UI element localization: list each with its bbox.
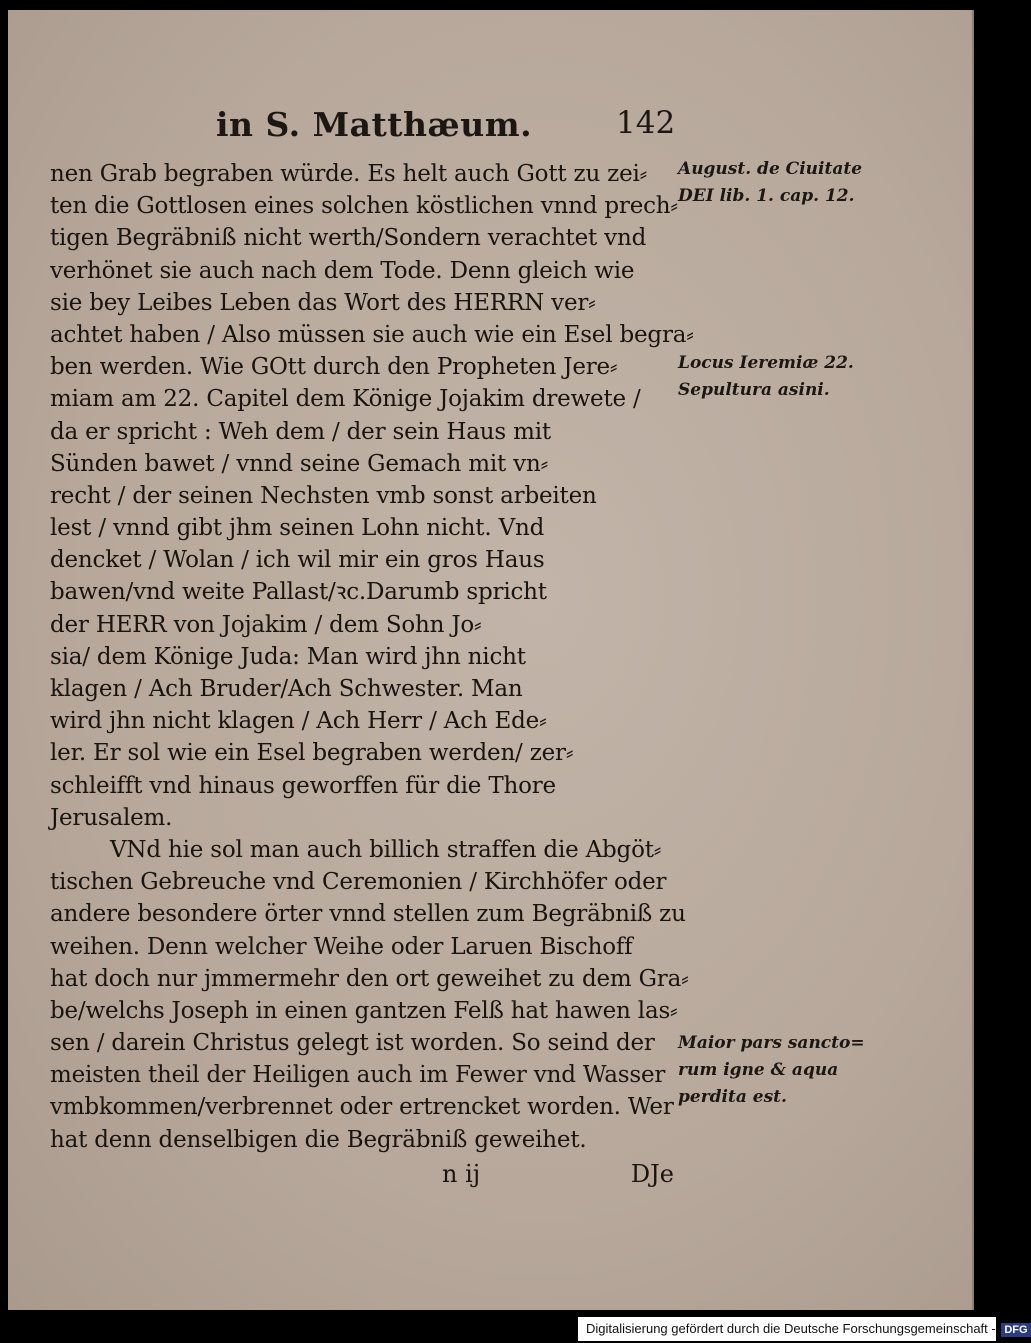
marginal-line: rum igne & aqua: [678, 1060, 839, 1080]
text-line: wird jhn nicht klagen / Ach Herr / Ach Ede⸗: [50, 708, 547, 735]
text-line: bawen/vnd weite Pallast/ꝛc.Darumb spricht: [50, 579, 547, 606]
marginal-line: DEI lib. 1. cap. 12.: [678, 186, 855, 206]
marginal-note-jeremiah: [678, 350, 878, 404]
page-number: 142: [616, 105, 676, 141]
text-line: Sünden bawet / vnnd seine Gemach mit vn⸗: [50, 450, 549, 477]
paragraph-start-line: VNd hie sol man auch billich straffen die Abgöt⸗: [110, 836, 662, 863]
text-line: recht / der seinen Nechsten vmb sonst arbeiten: [50, 482, 597, 509]
text-line: be/welchs Joseph in einen gantzen Felß hat hawen las⸗: [50, 997, 678, 1024]
text-line: ben werden. Wie GOtt durch den Propheten Jere⸗: [50, 354, 618, 381]
text-line: meisten theil der Heiligen auch im Fewer vnd Wasser: [50, 1062, 666, 1089]
text-line: sen / darein Christus gelegt ist worden. So seind der: [50, 1030, 655, 1057]
text-line: weihen. Denn welcher Weihe oder Laruen Bischoff: [50, 933, 633, 960]
signature-mark: n ij: [442, 1160, 481, 1188]
text-line: nen Grab begraben würde. Es helt auch Gott zu zei⸗: [50, 161, 648, 187]
text-line: lest / vnnd gibt jhm seinen Lohn nicht. Vnd: [50, 515, 545, 542]
marginal-line: August. de Ciuitate: [678, 159, 863, 179]
marginal-line: perdita est.: [678, 1087, 787, 1107]
body-text: [50, 158, 694, 1156]
running-title: in S. Matthæum.: [216, 105, 533, 144]
text-line: andere besondere örter vnnd stellen zum Begräbniß zu: [50, 901, 686, 928]
text-line: vmbkommen/verbrennet oder ertrencket worden. Wer: [50, 1094, 674, 1121]
text-line: schleifft vnd hinaus geworffen für die Thore: [50, 772, 556, 799]
text-line: sia/ dem Könige Juda: Man wird jhn nicht: [50, 643, 526, 670]
text-line: miam am 22. Capitel dem Könige Jojakim drewete /: [50, 386, 641, 413]
text-line: hat doch nur jmmermehr den ort geweihet zu dem Gra⸗: [50, 965, 689, 992]
page-header: [8, 105, 972, 155]
text-line: klagen / Ach Bruder/Ach Schwester. Man: [50, 676, 523, 702]
credit-text: Digitalisierung gefördert durch die Deutsche Forschungsgemeinschaft -: [586, 1321, 996, 1336]
page-foot: [50, 1160, 680, 1194]
text-line: sie bey Leibes Leben das Wort des HERRN ver⸗: [50, 289, 596, 316]
marginal-line: Sepultura asini.: [678, 380, 830, 400]
catchword: DJe: [630, 1160, 674, 1188]
text-line: da er spricht : Weh dem / der sein Haus mit: [50, 418, 551, 445]
book-page: [8, 10, 974, 1310]
marginal-line: Locus Ieremiæ 22.: [678, 353, 854, 373]
marginal-note-augustine: [678, 156, 878, 210]
text-line: Jerusalem.: [50, 804, 173, 831]
text-line: tigen Begräbniß nicht werth/Sondern verachtet vnd: [50, 225, 647, 252]
marginal-line: Maior pars sancto=: [678, 1033, 865, 1053]
text-line: ler. Er sol wie ein Esel begraben werden/ zer⸗: [50, 740, 574, 767]
text-line: tischen Gebreuche vnd Ceremonien / Kirchhöfer oder: [50, 869, 667, 896]
text-line: dencket / Wolan / ich wil mir ein gros Haus: [50, 547, 545, 574]
text-line: der HERR von Jojakim / dem Sohn Jo⸗: [50, 611, 482, 638]
text-line: achtet haben / Also müssen sie auch wie ein Esel begra⸗: [50, 321, 694, 348]
text-line: ten die Gottlosen eines solchen köstlichen vnnd prech⸗: [50, 193, 678, 220]
dfg-logo: DFG: [1001, 1323, 1030, 1337]
text-line: hat denn denselbigen die Begräbniß geweihet.: [50, 1126, 587, 1153]
marginal-note-saints: [678, 1030, 878, 1111]
text-line: verhönet sie auch nach dem Tode. Denn gleich wie: [50, 257, 635, 284]
digitization-credit: [578, 1317, 1028, 1341]
